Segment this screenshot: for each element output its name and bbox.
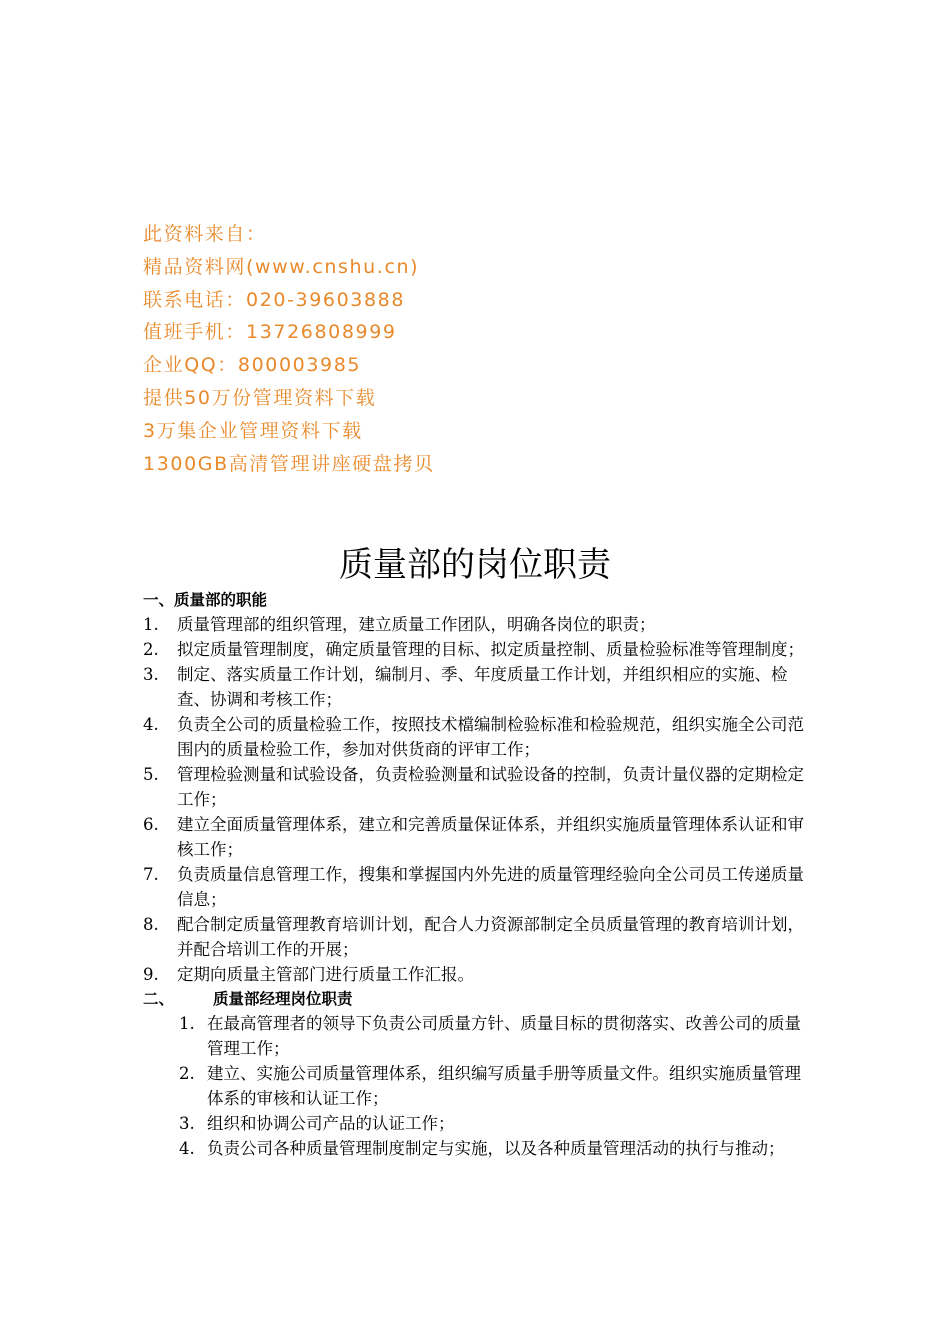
website-line: 精品资料网(www.cnshu.cn) [143, 255, 420, 278]
item-number: 2. [179, 1064, 195, 1083]
source-info-block [143, 218, 435, 480]
item-text: 质量管理部的组织管理，建立质量工作团队，明确各岗位的职责； [177, 615, 656, 634]
item-text: 负责公司各种质量管理制度制定与实施，以及各种质量管理活动的执行与推动； [207, 1139, 785, 1158]
section-title: 质量部的职能 [174, 591, 268, 609]
item-number: 9. [143, 965, 159, 984]
item-number: 3. [179, 1114, 195, 1133]
list-item [143, 662, 813, 712]
list-item [143, 912, 813, 962]
item-text: 定期向质量主管部门进行质量工作汇报。 [177, 965, 474, 984]
item-number: 5. [143, 765, 159, 784]
item-text: 建立全面质量管理体系，建立和完善质量保证体系，并组织实施质量管理体系认证和审核工作； [177, 815, 804, 859]
section-number: 一、 [143, 591, 175, 609]
mobile-line: 值班手机：13726808999 [143, 321, 397, 344]
item-number: 1. [179, 1014, 195, 1033]
section-title: 质量部经理岗位职责 [213, 990, 353, 1008]
document-body [143, 588, 813, 1161]
item-number: 7. [143, 865, 159, 884]
list-item [143, 762, 813, 812]
list-item [143, 712, 813, 762]
item-text: 负责质量信息管理工作，搜集和掌握国内外先进的质量管理经验向全公司员工传递质量信息； [177, 865, 804, 909]
item-number: 3. [143, 665, 159, 684]
section-number: 二、 [143, 990, 175, 1008]
list-item [143, 1011, 813, 1061]
duties-list [143, 612, 813, 987]
section-heading [143, 588, 813, 612]
item-text: 在最高管理者的领导下负责公司质量方针、质量目标的贯彻落实、改善公司的质量管理工作； [207, 1014, 801, 1058]
item-text: 组织和协调公司产品的认证工作； [207, 1114, 455, 1133]
phone-line: 联系电话：020-39603888 [143, 288, 406, 311]
list-item [143, 962, 813, 987]
document-title: 质量部的岗位职责 [339, 545, 611, 585]
item-text: 管理检验测量和试验设备，负责检验测量和试验设备的控制，负责计量仪器的定期检定工作； [177, 765, 804, 809]
offer-line-1: 提供50万份管理资料下载 [143, 386, 377, 409]
list-item [143, 1111, 813, 1136]
section-heading [143, 987, 813, 1011]
item-number: 2. [143, 640, 159, 659]
item-text: 制定、落实质量工作计划，编制月、季、年度质量工作计划，并组织相应的实施、检查、协调和考核工作； [177, 665, 788, 709]
list-item [143, 612, 813, 637]
offer-line-3: 1300GB高清管理讲座硬盘拷贝 [143, 452, 435, 475]
item-number: 4. [143, 715, 159, 734]
item-number: 4. [179, 1139, 195, 1158]
item-number: 6. [143, 815, 159, 834]
manager-duties-list [143, 1011, 813, 1161]
list-item [143, 1061, 813, 1111]
item-number: 1. [143, 615, 159, 634]
item-text: 建立、实施公司质量管理体系，组织编写质量手册等质量文件。组织实施质量管理体系的审核和认证工作； [207, 1064, 801, 1108]
list-item [143, 1136, 813, 1161]
item-text: 配合制定质量管理教育培训计划，配合人力资源部制定全员质量管理的教育培训计划，并配合培训工作的开展； [177, 915, 804, 959]
qq-line: 企业QQ：800003985 [143, 354, 362, 377]
list-item [143, 812, 813, 862]
item-text: 负责全公司的质量检验工作，按照技术檔编制检验标准和检验规范，组织实施全公司范围内的质量检验工作，参加对供货商的评审工作； [177, 715, 804, 759]
list-item [143, 637, 813, 662]
offer-line-2: 3万集企业管理资料下载 [143, 419, 363, 442]
item-number: 8. [143, 915, 159, 934]
item-text: 拟定质量管理制度，确定质量管理的目标、拟定质量控制、质量检验标准等管理制度； [177, 640, 804, 659]
source-line: 此资料来自： [143, 223, 267, 245]
list-item [143, 862, 813, 912]
